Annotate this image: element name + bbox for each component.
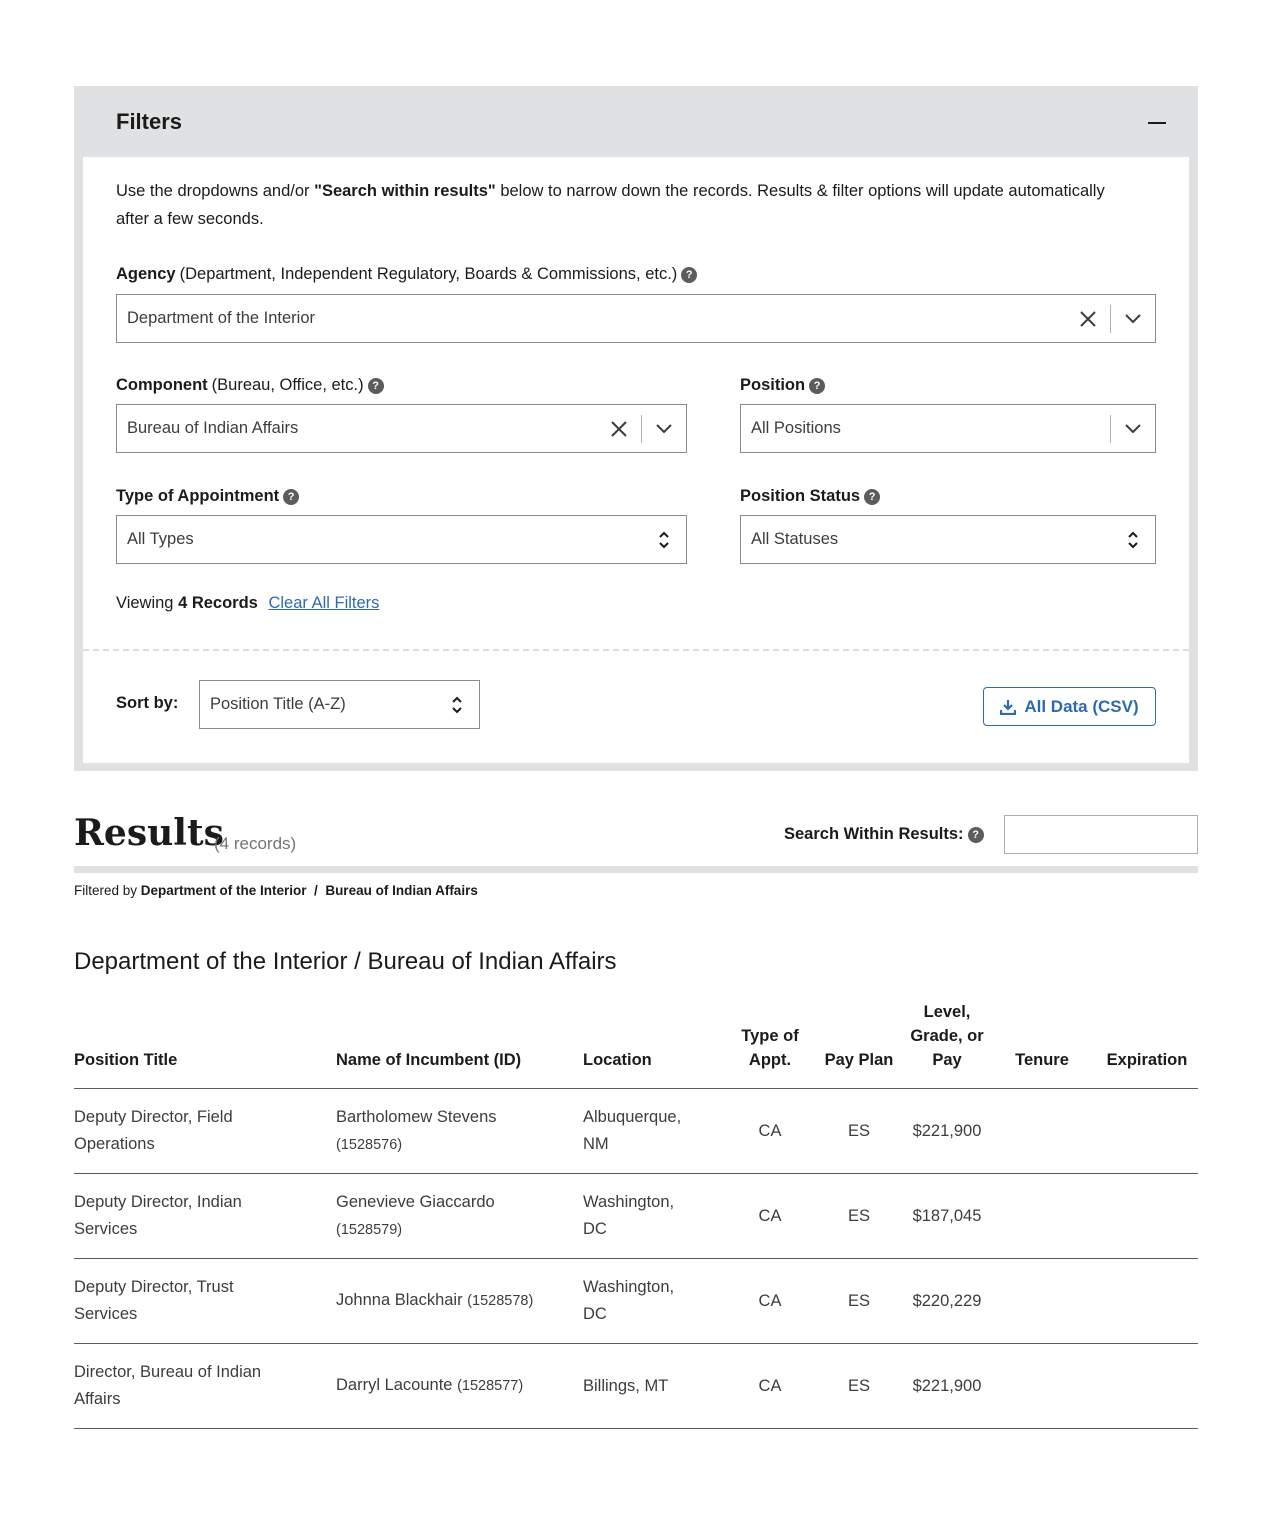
filtered-by-prefix: Filtered by (74, 883, 138, 898)
incumbent-id: (1528576) (336, 1136, 403, 1153)
results-count: (4 records) (214, 834, 297, 853)
agency-label-text: Agency (116, 265, 176, 283)
cell-pay-plan: ES (812, 1344, 906, 1429)
results-table (74, 1000, 1198, 1429)
clear-icon[interactable] (1066, 295, 1110, 342)
table-row (74, 1344, 1198, 1429)
filtered-by (74, 883, 478, 898)
component-label (116, 376, 384, 395)
results-divider (74, 866, 1198, 873)
cell-pay: $221,900 (906, 1344, 988, 1429)
intro-text-c: below to narrow down the records. Results & filter options will update automatically after a few seconds. (116, 182, 1105, 228)
chevron-down-icon[interactable] (642, 405, 686, 452)
cell-pay-plan: ES (812, 1174, 906, 1259)
status-select[interactable] (740, 515, 1156, 564)
appointment-select[interactable] (116, 515, 687, 564)
cell-pay-plan: ES (812, 1259, 906, 1344)
col-tenure[interactable]: Tenure (988, 1000, 1096, 1089)
cell-position-title: Deputy Director, Field Operations (74, 1089, 336, 1174)
component-select[interactable] (116, 404, 687, 453)
cell-incumbent (336, 1174, 583, 1259)
download-csv-button[interactable] (983, 687, 1156, 726)
filters-header[interactable] (74, 86, 1198, 157)
results-title: Results (74, 812, 224, 854)
divider (83, 649, 1189, 651)
help-icon[interactable]: ? (809, 378, 825, 394)
chevron-down-icon[interactable] (1111, 405, 1155, 452)
table-row (74, 1174, 1198, 1259)
chevron-down-icon[interactable] (1111, 295, 1155, 342)
incumbent-name: Johnna Blackhair (336, 1291, 463, 1309)
col-level-grade-pay[interactable]: Level, Grade, or Pay (906, 1000, 988, 1089)
cell-pay: $221,900 (906, 1089, 988, 1174)
sort-label: Sort by: (116, 694, 179, 712)
cell-tenure (988, 1259, 1096, 1344)
intro-text-a: Use the dropdowns and/or (116, 182, 315, 200)
download-csv-label: All Data (CSV) (1024, 696, 1139, 716)
incumbent-id: (1528579) (336, 1221, 403, 1238)
position-label (740, 376, 825, 395)
updown-arrows-icon (435, 681, 479, 728)
filters-intro (116, 177, 1106, 233)
help-icon[interactable]: ? (968, 827, 984, 843)
viewing-summary (116, 594, 379, 613)
table-row (74, 1259, 1198, 1344)
search-within-label-text: Search Within Results: (784, 825, 964, 843)
cell-position-title: Deputy Director, Trust Services (74, 1259, 336, 1344)
cell-position-title: Deputy Director, Indian Services (74, 1174, 336, 1259)
col-location[interactable]: Location (583, 1000, 728, 1089)
updown-arrows-icon (642, 516, 686, 563)
filtered-by-path: Department of the Interior / Bureau of Indian Affairs (140, 883, 478, 898)
cell-tenure (988, 1089, 1096, 1174)
cell-location: Washington, DC (583, 1174, 728, 1259)
clear-all-filters-link[interactable]: Clear All Filters (268, 594, 380, 612)
help-icon[interactable]: ? (283, 489, 299, 505)
sort-select-value: Position Title (A-Z) (210, 695, 346, 713)
filters-panel (74, 86, 1198, 771)
incumbent-name: Darryl Lacounte (336, 1376, 453, 1394)
incumbent-id: (1528578) (467, 1293, 534, 1309)
position-label-text: Position (740, 376, 806, 394)
cell-expiration (1096, 1089, 1198, 1174)
cell-location: Albuquerque, NM (583, 1089, 728, 1174)
cell-type-appt: CA (728, 1344, 812, 1429)
status-label (740, 487, 880, 506)
table-row (74, 1089, 1198, 1174)
cell-location: Billings, MT (583, 1344, 728, 1429)
filters-body (83, 157, 1189, 763)
agency-select[interactable] (116, 294, 1156, 343)
cell-incumbent (336, 1344, 583, 1429)
status-select-value: All Statuses (751, 530, 839, 548)
search-within-label (784, 825, 984, 844)
component-select-value: Bureau of Indian Affairs (127, 419, 299, 437)
appointment-label-text: Type of Appointment (116, 487, 280, 505)
cell-type-appt: CA (728, 1174, 812, 1259)
cell-incumbent (336, 1089, 583, 1174)
incumbent-name: Bartholomew Stevens (336, 1107, 497, 1126)
component-hint: (Bureau, Office, etc.) (211, 376, 364, 394)
intro-text-b: "Search within results" (314, 182, 496, 200)
cell-expiration (1096, 1259, 1198, 1344)
updown-arrows-icon (1111, 516, 1155, 563)
cell-type-appt: CA (728, 1089, 812, 1174)
section-title: Department of the Interior / Bureau of Indian Affairs (74, 948, 617, 975)
cell-expiration (1096, 1174, 1198, 1259)
position-select[interactable] (740, 404, 1156, 453)
cell-incumbent (336, 1259, 583, 1344)
status-label-text: Position Status (740, 487, 861, 505)
cell-pay: $220,229 (906, 1259, 988, 1344)
col-type-appt[interactable]: Type of Appt. (728, 1000, 812, 1089)
cell-pay-plan: ES (812, 1089, 906, 1174)
cell-location: Washington, DC (583, 1259, 728, 1344)
cell-position-title: Director, Bureau of Indian Affairs (74, 1344, 336, 1429)
position-select-value: All Positions (751, 419, 841, 437)
viewing-count: 4 Records (178, 594, 258, 612)
download-icon (1000, 699, 1016, 715)
cell-expiration (1096, 1344, 1198, 1429)
col-position-title[interactable]: Position Title (74, 1000, 336, 1089)
col-pay-plan[interactable]: Pay Plan (812, 1000, 906, 1089)
search-within-input[interactable] (1004, 815, 1198, 854)
help-icon[interactable]: ? (864, 489, 880, 505)
component-label-text: Component (116, 376, 208, 394)
col-incumbent[interactable]: Name of Incumbent (ID) (336, 1000, 583, 1089)
sort-select[interactable] (199, 680, 480, 729)
cell-tenure (988, 1344, 1096, 1429)
help-icon[interactable]: ? (681, 267, 697, 283)
help-icon[interactable]: ? (368, 378, 384, 394)
appointment-select-value: All Types (127, 530, 194, 548)
agency-select-value: Department of the Interior (127, 309, 316, 327)
col-expiration[interactable]: Expiration (1096, 1000, 1198, 1089)
agency-hint: (Department, Independent Regulatory, Boards & Commissions, etc.) (179, 265, 678, 283)
viewing-prefix: Viewing (116, 594, 174, 612)
table-header-row (74, 1000, 1198, 1089)
cell-tenure (988, 1174, 1096, 1259)
incumbent-name: Genevieve Giaccardo (336, 1192, 495, 1211)
incumbent-id: (1528577) (457, 1378, 524, 1394)
clear-icon[interactable] (597, 405, 641, 452)
cell-type-appt: CA (728, 1259, 812, 1344)
appointment-label (116, 487, 299, 506)
agency-label (116, 265, 697, 284)
cell-pay: $187,045 (906, 1174, 988, 1259)
filters-title: Filters (116, 108, 183, 134)
collapse-icon[interactable] (1148, 112, 1168, 132)
